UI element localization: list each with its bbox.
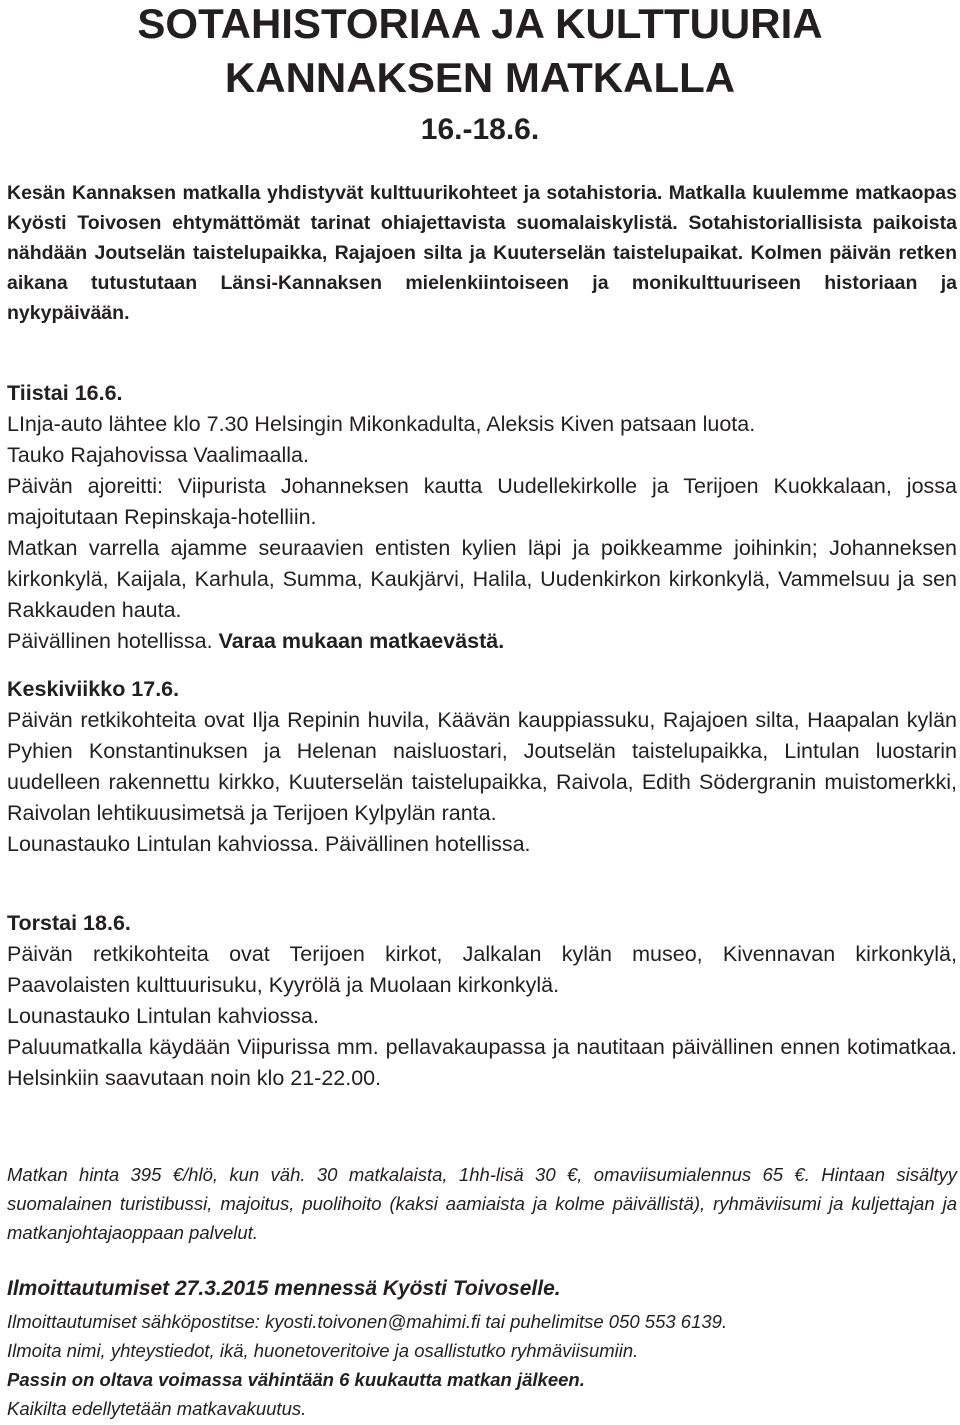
thursday-sights: Päivän retkikohteita ovat Terijoen kirkot, Jalkalan kylän museo, Kivennavan kirkonkylä, Paavolaisten kulttuurisuku, Kyyrölä ja Muolaan kirkonkylä. [7,942,957,997]
tuesday-break: Tauko Rajahovissa Vaalimaalla. [7,443,309,467]
wednesday-meals: Lounastauko Lintulan kahviossa. Päivällinen hotellissa. [7,832,531,856]
title-dates: 16.-18.6. [420,113,540,146]
thursday-lunch: Lounastauko Lintulan kahviossa. [7,1004,319,1028]
tuesday-heading: Tiistai 16.6. [7,381,123,405]
tuesday-villages: Matkan varrella ajamme seuraavien entisten kylien läpi ja poikkeamme joihinkin; Johanneksen kirkonkylä, Kaijala, Karhula, Summa, Kaukjärvi, Halila, Uudenkirkon kirkonkylä, Vammelsuu ja sen Rakkauden hauta. [7,536,957,622]
price-info: Matkan hinta 395 €/hlö, kun väh. 30 matkalaista, 1hh-lisä 30 €, omaviisumialennus 65 €. Hintaan sisältyy suomalainen turistibussi, majoitus, puolihoito (kaksi aamiaista ja kolme päivällistä), ryhmäviisumi ja kuljettajan ja matkanjohtajaoppaan palvelut. [7,1164,957,1243]
thursday-return: Paluumatkalla käydään Viipurissa mm. pellavakaupassa ja nautitaan päivällinen ennen kotimatkaa. Helsinkiin saavutaan noin klo 21-22.00. [7,1035,957,1090]
day-wednesday [7,674,957,860]
title-line-2: KANNAKSEN MATKALLA [224,54,736,101]
wednesday-sights: Päivän retkikohteita ovat Ilja Repinin huvila, Käävän kauppiassuku, Rajajoen silta, Haapalan kylän Pyhien Konstantinuksen ja Helenan naisluostari, Joutselän taistelupaikka, Lintulan luostarin uudelleen rakennettu kirkko, Kuuterselän taistelupaikka, Raivola, Edith Södergranin muistomerkki, Raivolan lehtikuusimetsä ja Terijoen Kylpylän ranta. [7,708,957,825]
day-thursday [7,908,957,1094]
tuesday-packed-lunch-note: Varaa mukaan matkaevästä. [218,629,505,653]
signup-deadline: Ilmoittautumiset 27.3.2015 mennessä Kyösti Toivoselle. [7,1277,561,1300]
contact-info [7,1307,957,1423]
day-tuesday [7,378,957,657]
contact-email-phone: Ilmoittautumiset sähköpostitse: kyosti.toivonen@mahimi.fi tai puhelimitse 050 553 6139. [7,1311,728,1332]
passport-requirement: Passin on oltava voimassa vähintään 6 kuukautta matkan jälkeen. [7,1369,585,1390]
tuesday-departure: LInja-auto lähtee klo 7.30 Helsingin Mikonkadulta, Aleksis Kiven patsaan luota. [7,412,756,436]
contact-required-details: Ilmoita nimi, yhteystiedot, ikä, huonetoveritoive ja osallistutko ryhmäviisumiin. [7,1340,639,1361]
tuesday-route: Päivän ajoreitti: Viipurista Johanneksen kautta Uudellekirkolle ja Terijoen Kuokkalaan, jossa majoitutaan Repinskaja-hotelliin. [7,474,957,529]
insurance-requirement: Kaikilta edellytetään matkavakuutus. [7,1398,307,1419]
thursday-heading: Torstai 18.6. [7,911,131,935]
tuesday-dinner-text: Päivällinen hotellissa. [7,629,219,653]
wednesday-heading: Keskiviikko 17.6. [7,677,180,701]
title-line-1: SOTAHISTORIAA JA KULTTUURIA [137,0,823,47]
intro-paragraph: Kesän Kannaksen matkalla yhdistyvät kulttuurikohteet ja sotahistoria. Matkalla kuulemme matkaopas Kyösti Toivosen ehtymättömät tarinat ohiajettavista suomalaiskylistä. Sotahistoriallisista paikoista nähdään Joutselän taistelupaikka, Rajajoen silta ja Kuuterselän taistelupaikat. Kolmen päivän retken aikana tutustutaan Länsi-Kannaksen mielenkiintoiseen ja monikulttuuriseen historiaan ja nykypäivään. [7,182,957,324]
tuesday-dinner [7,626,957,657]
